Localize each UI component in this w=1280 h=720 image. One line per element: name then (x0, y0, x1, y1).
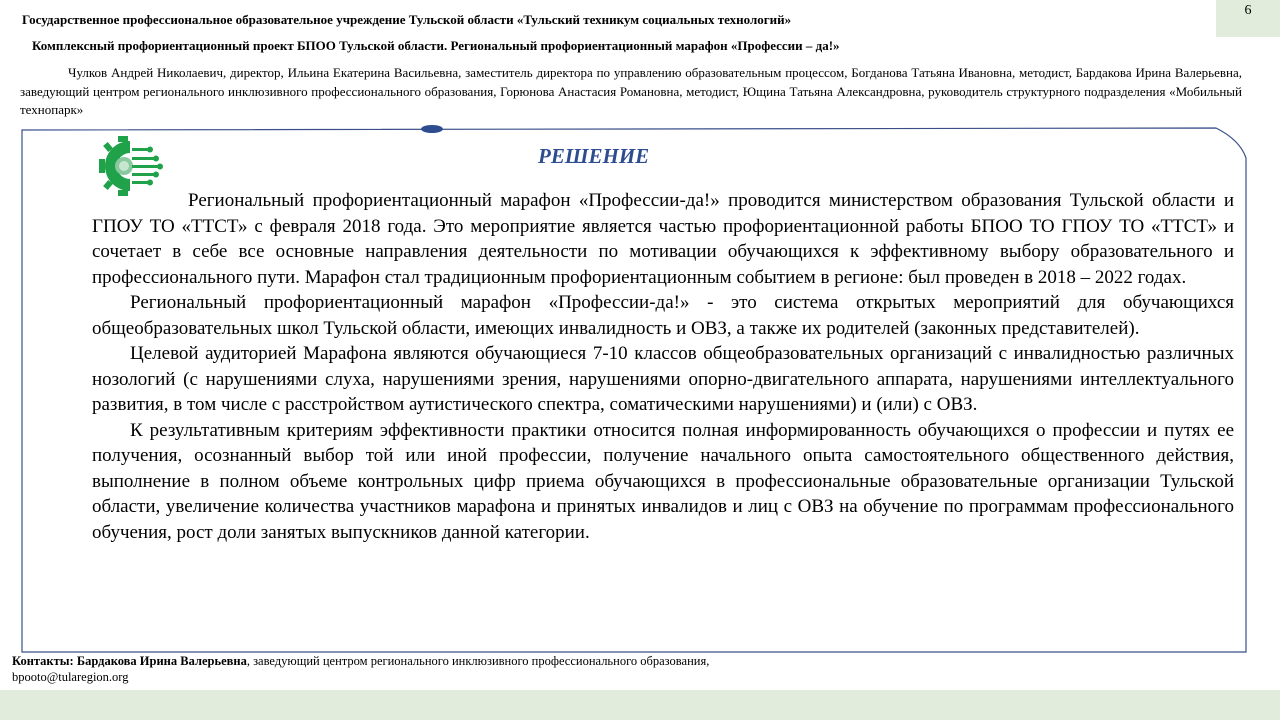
paragraph: Региональный профориентационный марафон «Профессии-да!» - это система открытых мероприятий для обучающихся общеобразовательных школ Тульской области, имеющих инвалидность и ОВЗ, а также их родителей (законных представителей). (92, 292, 1234, 339)
contacts-label: Контакты: Бардакова Ирина Валерьевна (12, 654, 247, 668)
section-title: РЕШЕНИЕ (538, 144, 650, 168)
paragraph: Региональный профориентационный марафон «Профессии-да!» проводится министерством образования Тульской области и ГПОУ ТО «ТТСТ» с февраля 2018 года. Это мероприятие является частью профориентационной работы БПОО ТО ГПОУ ТО «ТТСТ» и сочетает в себе все основные направления деятельности по мотивации обучающихся к эффективному выбору образовательного и профессионального пути. Марафон стал традиционным профориентационным событием в регионе: был проведен в 2018 – 2022 годах. (92, 190, 1234, 288)
paragraph: Целевой аудиторией Марафона являются обучающиеся 7-10 классов общеобразовательных организаций с инвалидностью различных нозологий (с нарушениями слуха, нарушениями зрения, нарушениями опорно-двигательного аппарата, нарушениями интеллектуального развития, в том числе с расстройством аутистического спектра, соматическими нарушениями) и (или) с ОВЗ. (92, 343, 1234, 415)
paragraph: К результативным критериям эффективности практики относится полная информированность обучающихся о профессии и путях ее получения, осознанный выбор той или иной профессии, получение начального опыта самостоятельного общественного действия, выполнение в полном объеме контрольных цифр приема обучающихся в профессиональные образовательные организации Тульской области, увеличение количества участников марафона и принятых инвалидов и лиц с ОВЗ на обучение по программам профессионального обучения, рост доли занятых выпускников данной категории. (92, 419, 1234, 543)
contacts-block (12, 653, 709, 685)
header-project: Комплексный профориентационный проект БПОО Тульской области. Региональный профориентационный марафон «Профессии – да!» (32, 38, 840, 53)
header-institution: Государственное профессиональное образовательное учреждение Тульской области «Тульский техникум социальных технологий» (22, 12, 792, 27)
frame-handle-icon (421, 125, 443, 133)
authors-text: Чулков Андрей Николаевич, директор, Ильина Екатерина Васильевна, заместитель директора по управлению образовательным процессом, Богданова Татьяна Ивановна, методист, Бардакова Ирина Валерьевна, заведующий центром регионального инклюзивного профессионального образования, Горюнова Анастасия Романовна, методист, Ющина Татьяна Александровна, руководитель структурного подразделения «Мобильный технопарк» (20, 65, 1242, 117)
section-body (92, 188, 1234, 545)
contacts-email[interactable]: bpooto@tularegion.org (12, 670, 129, 684)
footer-band (0, 690, 1280, 720)
contacts-position: , заведующий центром регионального инклюзивного профессионального образования, (246, 654, 710, 668)
page-number: 6 (1216, 0, 1280, 37)
